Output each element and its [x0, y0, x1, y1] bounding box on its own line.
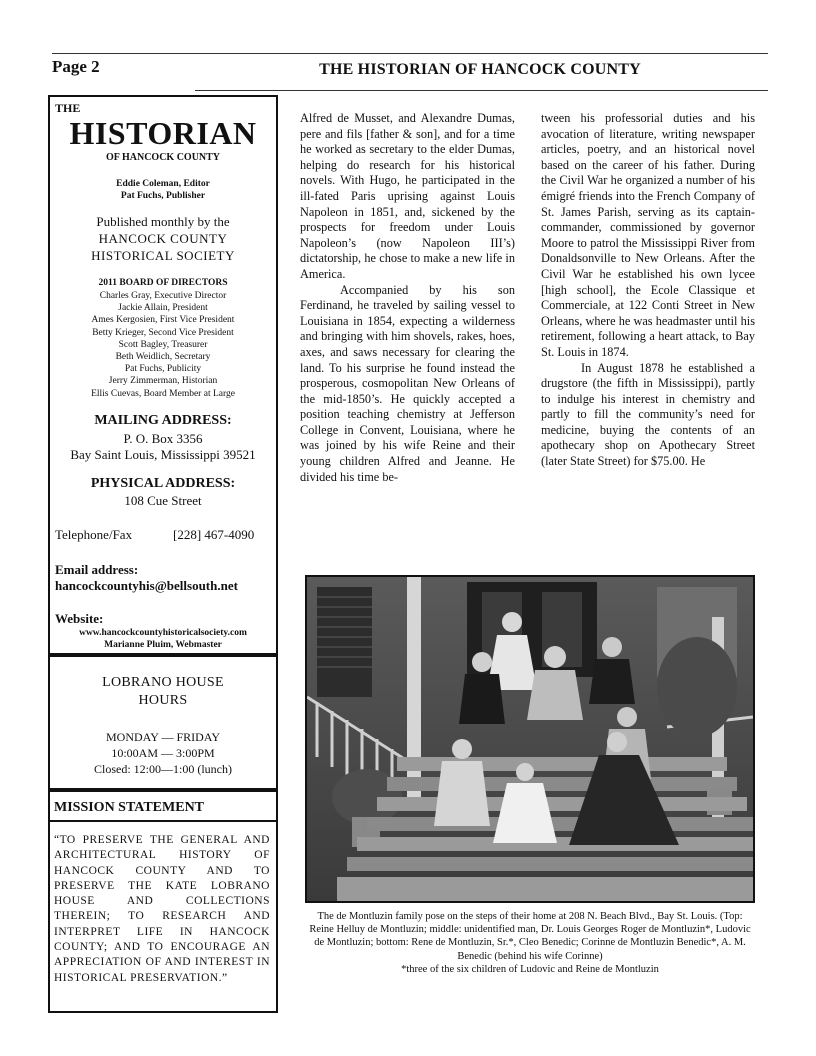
email-link[interactable]: hancockcountyhis@bellsouth.net [55, 578, 238, 593]
board-member: Pat Fuchs, Publicity [124, 364, 202, 375]
mailing-address-line-1: P. O. Box 3356 [123, 431, 203, 446]
article-column-1 [300, 111, 515, 485]
hours-times: 10:00AM — 3:00PM [111, 746, 215, 760]
telephone-label: Telephone/Fax [55, 527, 133, 542]
hours-title-line-2: HOURS [138, 693, 188, 708]
hours-box [48, 655, 278, 790]
published-by: Published monthly by the [96, 214, 230, 229]
telephone-value: [228] 467-4090 [173, 527, 255, 542]
photo-caption [305, 910, 755, 976]
running-title: THE HISTORIAN OF HANCOCK COUNTY [319, 61, 641, 78]
article-column-2 [541, 111, 755, 470]
hours-days: MONDAY — FRIDAY [105, 730, 221, 744]
masthead-box [48, 95, 278, 655]
board-heading: 2011 BOARD OF DIRECTORS [98, 278, 228, 288]
masthead-title: HISTORIAN [69, 115, 257, 151]
website-label: Website: [55, 611, 104, 626]
email-label: Email address: [55, 562, 139, 577]
hours-title-line-1: LOBRANO HOUSE [102, 675, 224, 690]
mission-box [48, 790, 278, 1013]
mission-heading: MISSION STATEMENT [54, 800, 205, 815]
mission-divider [50, 820, 276, 822]
caption-footnote: *three of the six children of Ludovic and Reine de Montluzin [401, 963, 659, 975]
webmaster-line: Marianne Pluim, Webmaster [104, 640, 222, 650]
board-member: Charles Gray, Executive Director [99, 291, 227, 301]
board-member: Ellis Cuevas, Board Member at Large [91, 388, 235, 399]
family-photo [305, 575, 755, 903]
top-rule [52, 53, 768, 54]
physical-address-heading: PHYSICAL ADDRESS: [90, 476, 236, 491]
article-paragraph: Accompanied by his son Ferdinand, he traveled by sailing vessel to Louisiana in 1854, expecting a wilderness and bringing with him shovels, rakes, hoes, axes, and saws necessary for clearing the land. To his surprise he found instead the prosperous, cosmopolitan New Orleans of the mid-1850’s. He quickly accepted a position teaching chemistry at Jefferson College in Convent, Louisiana, where he was joined by his wife Reine and their young children Alfred and Jeanne. He divided his time be- [300, 282, 515, 484]
website-link[interactable]: www.hancockcountyhistoricalsociety.com [79, 628, 247, 638]
society-line-2: HISTORICAL SOCIETY [91, 248, 235, 263]
article-paragraph: tween his professorial duties and his avocation of literature, writing newspaper articles, poetry, and an historical novel based on the career of his father. During the Civil War he organized a number of his émigré friends into the French Company of St. James Parish, serving as its captain-commander, commissioned by governor Moore to patrol the Mississippi River from Donaldsonville to New Orleans. After the Civil War he established his own lycee [high school], the Ecole Classique et Commerciale, at 122 Conti Street in New Orleans, where he was headmaster until his retirement, following a heart attack, to Bay St. Louis in 1874. [541, 111, 755, 359]
page-number: Page 2 [52, 57, 100, 76]
board-member: Beth Weidlich, Secretary [115, 352, 211, 363]
article-paragraph: In August 1878 he established a drugstore (the fifth in Mississippi), partly to indulge his interest in chemistry and partly to fill the community’s need for medicine, buying the contents of an apothecary shop on Apothecary Street (later State Street) for $75.00. He [541, 360, 755, 469]
hours-title [50, 674, 276, 710]
masthead-editors [50, 178, 276, 202]
board-member: Betty Krieger, Second Vice President [92, 327, 234, 338]
board-member: Jerry Zimmerman, Historian [108, 376, 218, 387]
article-paragraph: Alfred de Musset, and Alexandre Dumas, pere and fils [father & son], and for a time he worked as secretary to the elder Dumas, helping do research for his historical novels. With Hugo, he participated in the ill-fated Paris uprising against Louis Napoleon in 1851, and, sickened by the prospects for freedom under Louis Napoleon’s (now Napoleon III’s) dictatorship, he chose to make a new life in America. [300, 111, 515, 281]
society-line-1: HANCOCK COUNTY [98, 231, 228, 246]
publisher-line: Pat Fuchs, Publisher [120, 191, 206, 201]
editor-line: Eddie Coleman, Editor [116, 179, 210, 189]
caption-main: The de Montluzin family pose on the steps of their home at 208 N. Beach Blvd., Bay St. Louis. (Top: Reine Helluy de Montluzin; middle: unidentified man, Dr. Louis Georges Roger de Montluzin*, Ludovic de Montluzin; bottom: Rene de Montluzin, Sr.*, Cleo Benedic; Corinne de Montluzin Benedic*, A. M. Benedic (behind his wife Corinne) [309, 911, 751, 962]
board-member: Ames Kergosien, First Vice President [91, 315, 235, 326]
society-name [50, 230, 276, 264]
masthead-the: THE [55, 101, 81, 115]
mailing-address-heading: MAILING ADDRESS: [94, 413, 232, 428]
board-list [50, 290, 276, 400]
physical-address-line: 108 Cue Street [124, 493, 202, 508]
family-photo-illustration [307, 577, 753, 901]
mailing-address-line-2: Bay Saint Louis, Mississippi 39521 [70, 447, 256, 462]
masthead-subtitle: OF HANCOCK COUNTY [105, 152, 221, 163]
board-member: Jackie Allain, President [118, 303, 208, 314]
hours-closed: Closed: 12:00—1:00 (lunch) [94, 762, 232, 776]
plant [657, 637, 737, 737]
porch-column [407, 577, 421, 807]
board-member: Scott Bagley, Treasurer [118, 339, 208, 350]
header-rule [195, 90, 768, 91]
mission-text: “TO PRESERVE THE GENERAL AND ARCHITECTURAL HISTORY OF HANCOCK COUNTY AND TO PRESERVE THE KATE LOBRANO HOUSE AND COLLECTIONS THEREIN; TO RESEARCH AND INTERPRET LIFE IN HANCOCK COUNTY; AND TO ENCOURAGE AN APPRECIATION OF AND INTEREST IN HISTORICAL PRESERVATION.” [54, 834, 270, 984]
